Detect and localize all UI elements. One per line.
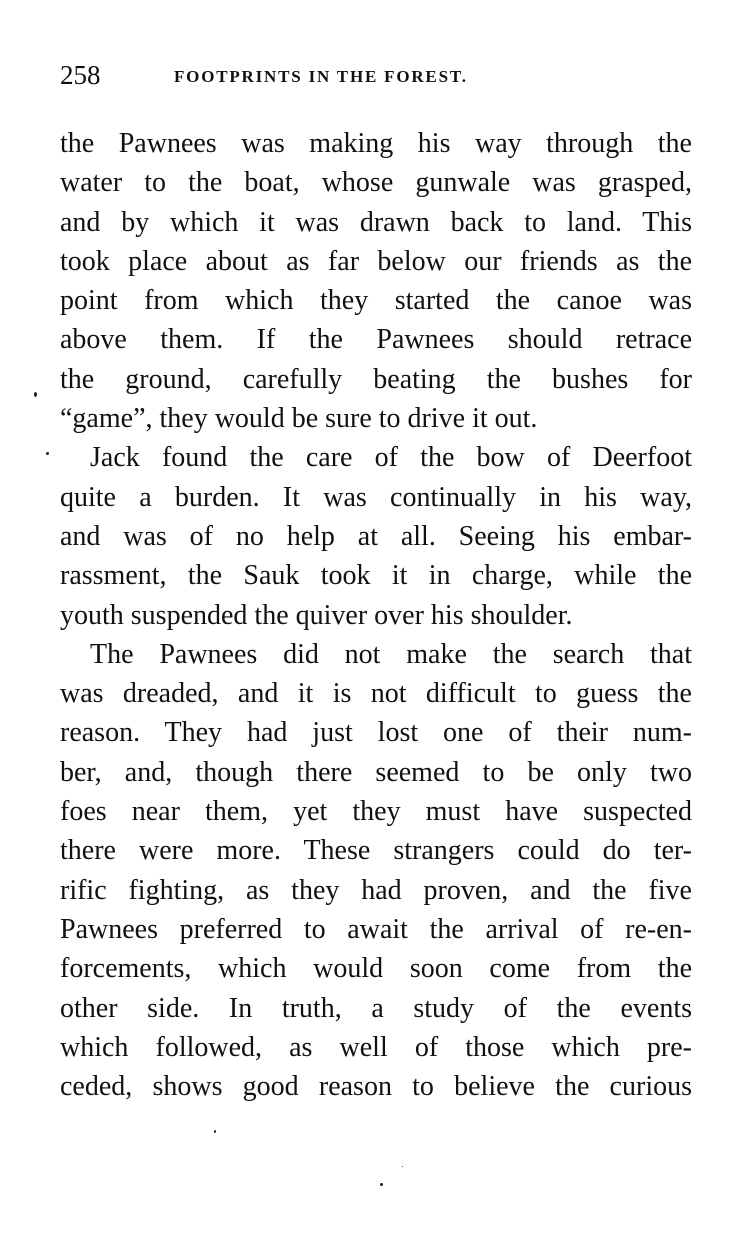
text-line: “game”, they would be sure to drive it out. (60, 403, 538, 435)
text-line: took place about as far below our friends as the (60, 245, 692, 277)
text-line: was dreaded, and it is not difficult to guess the (60, 678, 692, 710)
paragraph-start-line: Jack found the care of the bow of Deerfoot (90, 442, 692, 474)
text-line: forcements, which would soon come from the (60, 953, 692, 985)
scan-speck (380, 1183, 383, 1186)
text-line: foes near them, yet they must have suspected (60, 796, 692, 828)
text-line: ber, and, though there seemed to be only two (60, 756, 692, 788)
scan-speck (402, 1166, 403, 1167)
text-line: quite a burden. It was continually in his way, (60, 481, 692, 513)
scan-speck (34, 392, 37, 397)
text-line: above them. If the Pawnees should retrace (60, 324, 692, 356)
text-line: there were more. These strangers could do ter- (60, 835, 692, 867)
page-number: 258 (60, 60, 101, 90)
text-line: point from which they started the canoe was (60, 285, 692, 317)
text-line: ceded, shows good reason to believe the curious (60, 1071, 692, 1103)
text-line: the ground, carefully beating the bushes for (60, 363, 692, 395)
text-line: rific fighting, as they had proven, and the five (60, 874, 692, 906)
text-line: the Pawnees was making his way through the (60, 128, 692, 159)
text-line: rassment, the Sauk took it in charge, while the (60, 560, 692, 592)
text-line: Pawnees preferred to await the arrival of re-en- (60, 913, 692, 945)
text-line: reason. They had just lost one of their num- (60, 717, 692, 749)
text-line: youth suspended the quiver over his shoulder. (60, 599, 573, 631)
body-text (60, 124, 692, 1106)
paragraph-start-line: The Pawnees did not make the search that (90, 638, 692, 670)
page-header (60, 60, 690, 94)
scan-speck (46, 452, 49, 455)
text-line: water to the boat, whose gunwale was grasped, (60, 167, 692, 199)
scan-speck (214, 1130, 216, 1133)
text-line: and was of no help at all. Seeing his embar- (60, 520, 692, 552)
text-line: and by which it was drawn back to land. This (60, 206, 692, 238)
running-head: FOOTPRINTS IN THE FOREST. (174, 67, 468, 86)
text-line: which followed, as well of those which pre- (60, 1031, 692, 1063)
text-line: other side. In truth, a study of the events (60, 992, 692, 1024)
